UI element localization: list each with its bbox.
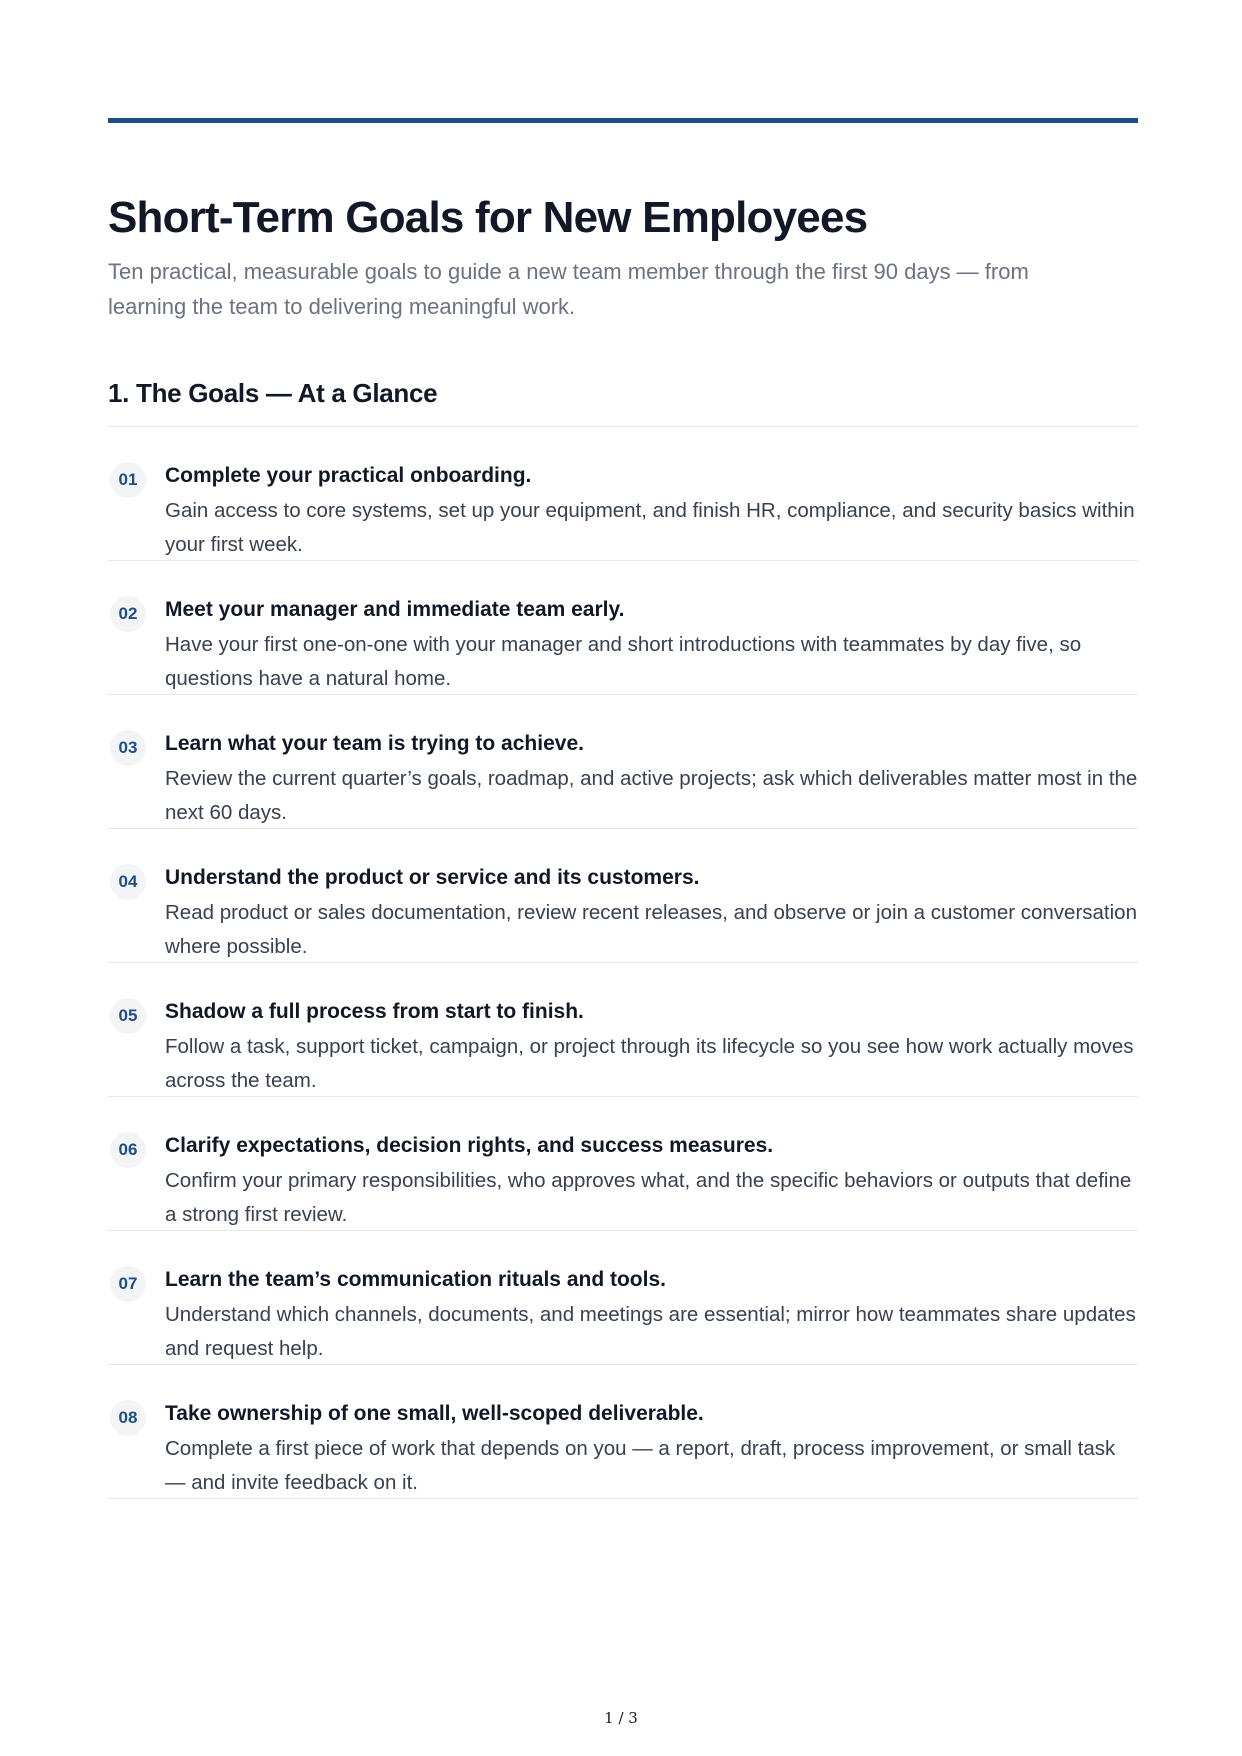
goal-title: Meet your manager and immediate team early.	[165, 598, 625, 621]
goal-number-badge: 07	[110, 1266, 146, 1302]
goal-title: Learn the team’s communication rituals and tools.	[165, 1268, 666, 1291]
page-subtitle: Ten practical, measurable goals to guide a new team member through the first 90 days — from learning the team to delivering meaningful work.	[108, 259, 1029, 319]
goal-title: Complete your practical onboarding.	[165, 464, 532, 487]
page-number: 1 / 3	[604, 1709, 638, 1727]
goal-number-badge: 01	[110, 462, 146, 498]
goal-title: Take ownership of one small, well-scoped deliverable.	[165, 1402, 704, 1425]
goal-item	[108, 1231, 1138, 1365]
goal-item	[108, 427, 1138, 561]
goal-item	[108, 1097, 1138, 1231]
goal-description: Read product or sales documentation, review recent releases, and observe or join a customer conversation where possible.	[165, 901, 1137, 958]
goal-description: Understand which channels, documents, and meetings are essential; mirror how teammates share updates and request help.	[165, 1303, 1136, 1360]
goal-number-badge: 06	[110, 1132, 146, 1168]
goal-description: Confirm your primary responsibilities, who approves what, and the specific behaviors or outputs that define a strong first review.	[165, 1169, 1132, 1226]
goal-list	[108, 427, 1138, 1499]
goal-item	[108, 963, 1138, 1097]
goal-item	[108, 561, 1138, 695]
goal-description: Review the current quarter’s goals, roadmap, and active projects; ask which deliverables matter most in the next 60 days.	[165, 767, 1138, 824]
goal-description: Gain access to core systems, set up your equipment, and finish HR, compliance, and security basics within your first week.	[165, 499, 1135, 556]
top-accent-rule	[108, 118, 1138, 123]
goal-number-badge: 02	[110, 596, 146, 632]
goal-item	[108, 1365, 1138, 1499]
goal-number-badge: 05	[110, 998, 146, 1034]
goal-title: Clarify expectations, decision rights, and success measures.	[165, 1134, 774, 1157]
goal-description: Complete a first piece of work that depends on you — a report, draft, process improvement, or small task — and invite feedback on it.	[165, 1437, 1116, 1494]
goal-item	[108, 829, 1138, 963]
goal-description: Follow a task, support ticket, campaign, or project through its lifecycle so you see how work actually moves across the team.	[165, 1035, 1134, 1092]
page-title: Short-Term Goals for New Employees	[108, 193, 868, 242]
goal-item	[108, 695, 1138, 829]
goal-number-badge: 08	[110, 1400, 146, 1436]
section-heading: 1. The Goals — At a Glance	[108, 378, 438, 408]
goal-title: Learn what your team is trying to achieve.	[165, 732, 584, 755]
goal-number-badge: 04	[110, 864, 146, 900]
goal-description: Have your first one-on-one with your manager and short introductions with teammates by day five, so questions have a natural home.	[165, 633, 1082, 690]
goal-title: Understand the product or service and its customers.	[165, 866, 700, 889]
goal-title: Shadow a full process from start to finish.	[165, 1000, 584, 1023]
goal-number-badge: 03	[110, 730, 146, 766]
document-page	[108, 0, 1138, 1756]
